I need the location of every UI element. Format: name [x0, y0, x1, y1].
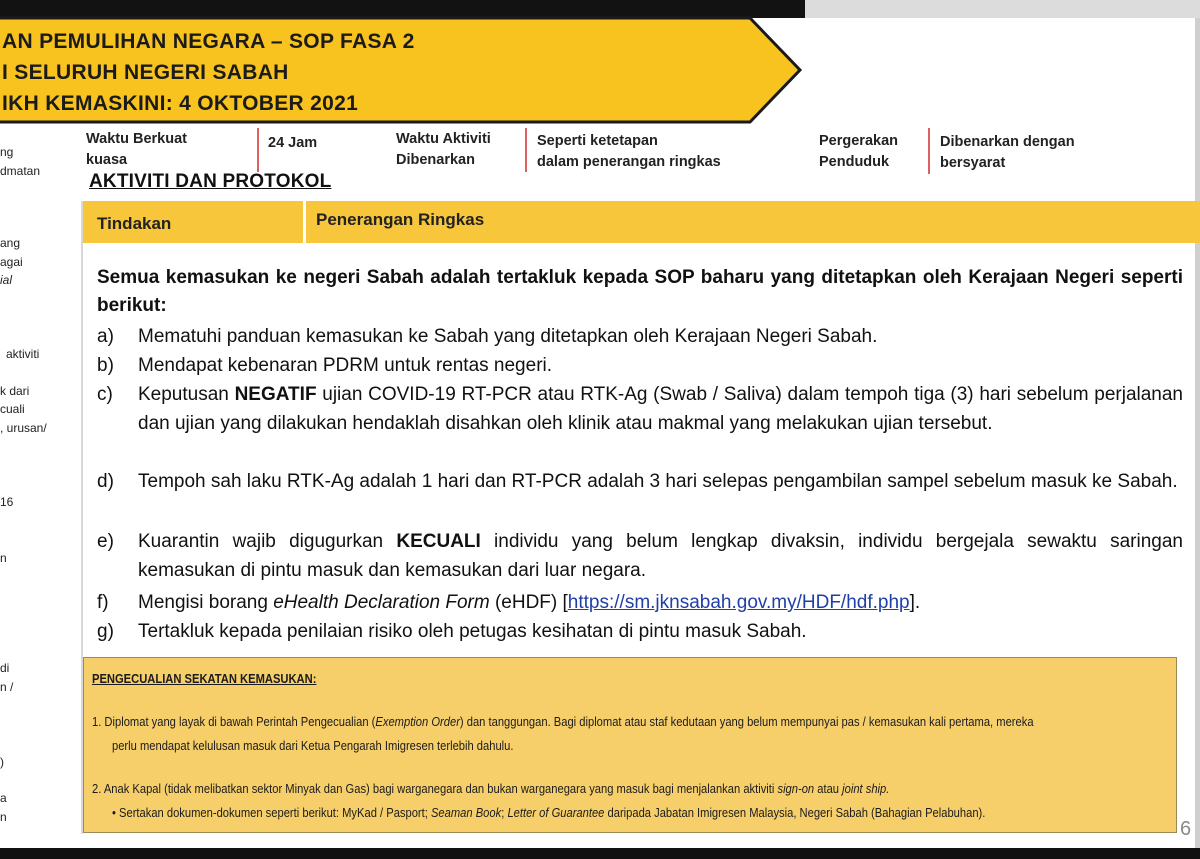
text-segment: Keputusan [138, 384, 235, 405]
text-segment-italic: Letter of Guarantee [507, 805, 605, 820]
pergerakan-label-line1: Pergerakan [819, 133, 898, 149]
list-letter: b) [97, 355, 114, 376]
text-segment: 2. Anak Kapal (tidak melibatkan sektor Minyak dan Gas) bagi warganegara dan bukan warganegara yang masuk bagi menjalankan aktiviti [92, 781, 778, 796]
text-segment-italic: sign-on [777, 781, 815, 796]
list-letter: e) [97, 531, 114, 552]
pergerakan-value-line1: Dibenarkan dengan [940, 134, 1075, 150]
left-fragment: ) [0, 755, 4, 769]
list-text: Tempoh sah laku RTK-Ag adalah 1 hari dan RT-PCR adalah 3 hari selepas pengambilan sampel sebelum masuk ke Sabah. [138, 471, 1178, 492]
list-letter: d) [97, 471, 114, 492]
left-fragment: ang [0, 236, 21, 250]
text-segment-italic: Seaman Book [430, 805, 502, 820]
text-segment: atau [814, 781, 843, 796]
waktu-aktiviti-value-line1: Seperti ketetapan [537, 133, 658, 149]
ehdf-form-name: eHealth Declaration Form [273, 592, 490, 613]
header-penerangan-ringkas: Penerangan Ringkas [316, 210, 485, 229]
left-fragment: n [0, 551, 7, 565]
pergerakan-value [940, 132, 1075, 174]
exemption-item-1-line1 [92, 711, 1034, 733]
waktu-berkuat-label [86, 129, 187, 171]
left-fragment: k dari [0, 384, 30, 398]
left-fragment: dmatan [0, 164, 41, 178]
text-segment-italic: Exemption Order [375, 714, 460, 729]
banner-title-line1: AN PEMULIHAN NEGARA – SOP FASA 2 [2, 30, 415, 53]
pergerakan-label-line2: Penduduk [819, 154, 890, 170]
waktu-aktiviti-value-line2: dalam penerangan ringkas [537, 154, 721, 170]
list-letter: g) [97, 621, 114, 642]
text-segment: ; [501, 805, 508, 820]
waktu-berkuat-label-line1: Waktu Berkuat [86, 131, 187, 147]
pergerakan-label [819, 131, 898, 173]
table-header-divider [303, 201, 306, 243]
left-fragment: ng [0, 145, 14, 159]
text-segment: Kuarantin wajib digugurkan [138, 531, 397, 552]
text-segment: ujian COVID-19 RT-PCR atau RTK-Ag (Swab / Saliva) dalam tempoh tiga (3) hari sebelum perjalanan dan ujian yang dilakukan hendaklah disahkan oleh klinik atau makmal yang melakukan ujian tersebut. [138, 384, 1184, 434]
list-text [138, 528, 1183, 585]
banner-title-line2: I SELURUH NEGERI SABAH [2, 61, 289, 84]
left-fragment: ial [0, 273, 13, 287]
waktu-aktiviti-label [396, 129, 491, 171]
top-gray-bar [805, 0, 1200, 18]
list-letter: a) [97, 326, 114, 347]
text-segment-italic: joint ship. [842, 781, 890, 796]
waktu-aktiviti-label-line2: Dibenarkan [396, 152, 475, 168]
list-text [138, 589, 1183, 618]
banner-date-line: IKH KEMASKINI: 4 OKTOBER 2021 [2, 92, 359, 115]
waktu-aktiviti-label-line1: Waktu Aktiviti [396, 131, 491, 147]
left-fragment: , urusan/ [0, 421, 47, 435]
ehdf-link[interactable]: https://sm.jknsabah.gov.my/HDF/hdf.php [567, 592, 910, 613]
left-fragment: aktiviti [6, 347, 40, 361]
text-segment: daripada Jabatan Imigresen Malaysia, Negeri Sabah (Bahagian Pelabuhan). [604, 805, 986, 820]
info-divider [257, 128, 259, 172]
info-divider [525, 128, 527, 172]
pergerakan-value-line2: bersyarat [940, 155, 1006, 171]
intro-paragraph: Semua kemasukan ke negeri Sabah adalah tertakluk kepada SOP baharu yang ditetapkan oleh Kerajaan Negeri seperti berikut: [97, 267, 1183, 316]
right-side-strip [1195, 18, 1200, 848]
exemption-item-2 [92, 778, 889, 800]
emphasis-negatif: NEGATIF [234, 384, 317, 405]
exemption-box [83, 657, 1177, 833]
left-fragment: di [0, 661, 10, 675]
left-fragment: 16 [0, 495, 14, 509]
exemption-title: PENGECUALIAN SEKATAN KEMASUKAN: [92, 671, 317, 686]
text-segment: • Sertakan dokumen-dokumen seperti berikut: MyKad / Pasport; [112, 805, 431, 820]
exemption-bullet [112, 802, 985, 824]
emphasis-kecuali: KECUALI [396, 531, 481, 552]
list-letter: f) [97, 592, 109, 613]
list-text: Tertakluk kepada penilaian risiko oleh petugas kesihatan di pintu masuk Sabah. [138, 621, 807, 642]
exemption-item-1-line2: perlu mendapat kelulusan masuk dari Ketua Pengarah Imigresen terlebih dahulu. [112, 738, 514, 753]
waktu-berkuat-value: 24 Jam [268, 135, 318, 151]
list-text: Mematuhi panduan kemasukan ke Sabah yang ditetapkan oleh Kerajaan Negeri Sabah. [138, 326, 878, 347]
list-letter: c) [97, 384, 113, 405]
text-segment: (eHDF) [ [489, 592, 568, 613]
text-segment: ) dan tanggungan. Bagi diplomat atau staf kedutaan yang belum mempunyai pas / kemasukan kali pertama, mereka [459, 714, 1034, 729]
waktu-aktiviti-value [537, 131, 721, 173]
text-segment: 1. Diplomat yang layak di bawah Perintah Pengecualian ( [92, 714, 376, 729]
text-segment: ]. [909, 592, 921, 613]
table-header [81, 201, 1200, 243]
left-fragment: a [0, 791, 7, 805]
bottom-dark-bar [0, 848, 1200, 859]
left-fragment: n [0, 810, 7, 824]
left-fragment: n / [0, 680, 14, 694]
list-text [138, 381, 1183, 438]
text-segment: Mengisi borang [138, 592, 274, 613]
text-segment: individu yang belum lengkap divaksin, individu bergejala sewaktu saringan kemasukan di pintu masuk dan kemasukan dari luar negara. [138, 531, 1183, 581]
header-tindakan: Tindakan [97, 214, 172, 233]
page-number: 6 [1180, 818, 1192, 840]
waktu-berkuat-label-line2: kuasa [86, 152, 128, 168]
info-divider [928, 128, 930, 174]
list-text: Mendapat kebenaran PDRM untuk rentas negeri. [138, 355, 553, 376]
section-heading: AKTIVITI DAN PROTOKOL [89, 171, 332, 192]
left-fragment: cuali [0, 402, 25, 416]
left-fragment: agai [0, 255, 23, 269]
